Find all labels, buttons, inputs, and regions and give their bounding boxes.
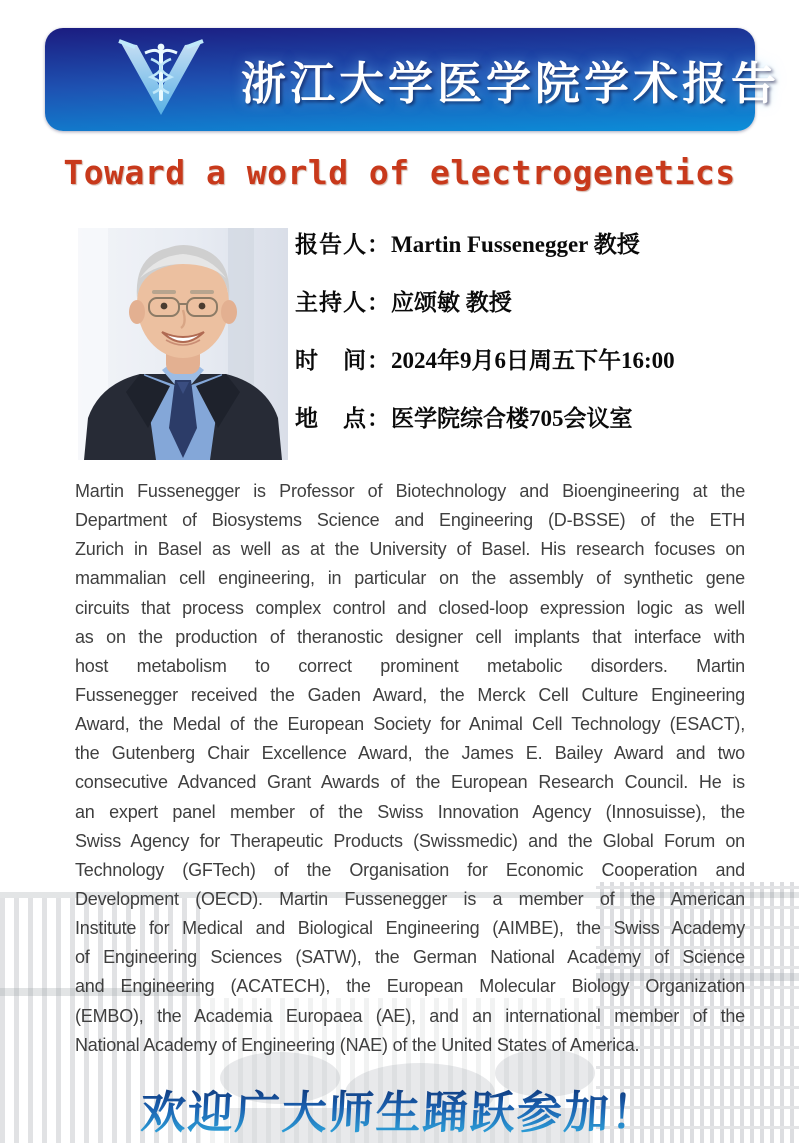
bio-line: Martin Fussenegger is Professor of Biotechnology and Bioengineering at the: [75, 481, 745, 501]
location-label: 地 点：: [295, 405, 391, 431]
location-row: [295, 400, 675, 458]
bio-line: National Academy of Engineering (NAE) of the United States of America.: [75, 1034, 640, 1055]
bio-line: Technology (GFTech) of the Organisation for Economic Cooperation and: [75, 859, 745, 880]
bio-line: of Engineering Sciences (SATW), the German National Academy of Science: [75, 947, 745, 968]
bio-line: Department of Biosystems Science and Engineering (D-BSSE) of the ETH: [75, 510, 745, 531]
bio-line: host metabolism to correct prominent metabolic disorders. Martin: [75, 655, 745, 676]
bio-line: Institute for Medical and Biological Engineering (AIMBE), the Swiss Academy: [75, 918, 745, 939]
location-value: 医学院综合楼705会议室: [391, 406, 633, 431]
bio-line: as on the production of theranostic designer cell implants that interface with: [75, 626, 745, 647]
bio-line: circuits that process complex control and closed-loop expression logic as well: [75, 597, 745, 618]
speaker-label: 报告人：: [295, 231, 391, 257]
welcome-message: 欢迎广大师生踊跃参加！: [0, 1076, 799, 1141]
bio-line: the Gutenberg Chair Excellence Award, the James E. Bailey Award and two: [75, 743, 745, 764]
bio-line: Award, the Medal of the European Society for Animal Cell Technology (ESACT),: [75, 714, 745, 735]
host-label: 主持人：: [295, 289, 391, 315]
speaker-photo: [78, 228, 288, 460]
speaker-biography: [75, 477, 745, 1060]
caduceus-icon: [115, 37, 207, 123]
lecture-info: [295, 226, 675, 458]
lecture-title: Toward a world of electrogenetics: [63, 153, 736, 192]
bio-line: consecutive Advanced Grant Awards of the European Research Council. He is: [75, 772, 745, 793]
bio-line: Development (OECD). Martin Fussenegger is a member of the American: [75, 888, 745, 909]
bio-line: (EMBO), the Academia Europaea (AE), and an international member of the: [75, 1005, 745, 1026]
bio-line: Zurich in Basel as well as at the University of Basel. His research focuses on: [75, 539, 745, 560]
time-label: 时 间：: [295, 347, 391, 373]
speaker-value: Martin Fussenegger 教授: [391, 232, 640, 257]
time-value: 2024年9月6日周五下午16:00: [391, 348, 675, 373]
bio-line: Fussenegger received the Gaden Award, the Merck Cell Culture Engineering: [75, 684, 745, 705]
host-row: [295, 284, 675, 342]
host-value: 应颂敏 教授: [391, 290, 512, 315]
time-row: [295, 342, 675, 400]
banner-title: 浙江大学医学院学术报告: [241, 58, 781, 109]
header-banner: [45, 28, 781, 131]
speaker-row: [295, 226, 675, 284]
bio-line: an expert panel member of the Swiss Innovation Agency (Innosuisse), the: [75, 801, 745, 822]
bio-line: mammalian cell engineering, in particular on the assembly of synthetic gene: [75, 568, 745, 589]
bio-line: and Engineering (ACATECH), the European Molecular Biology Organization: [75, 976, 745, 997]
bio-line: Swiss Agency for Therapeutic Products (Swissmedic) and the Global Forum on: [75, 830, 745, 851]
